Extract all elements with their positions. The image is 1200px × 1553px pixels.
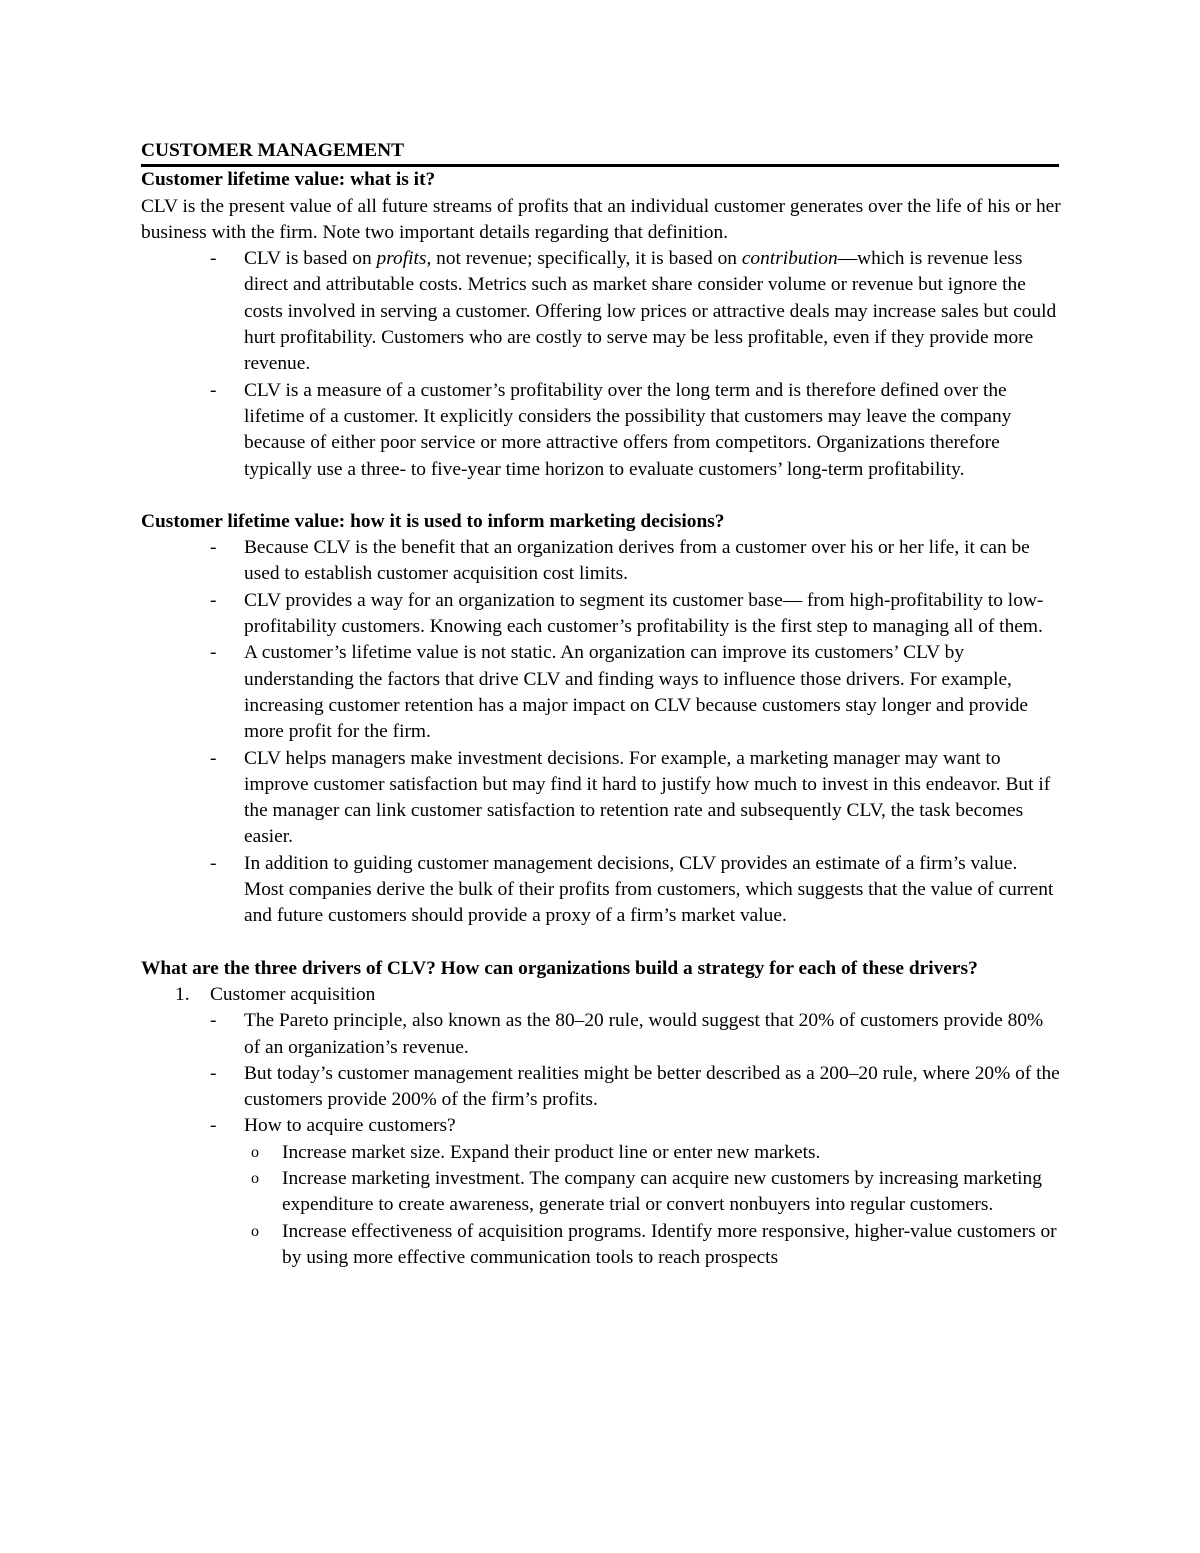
dash-bullet: - <box>210 248 217 270</box>
bullet-text: CLV is a measure of a customer’s profitability over the long term and is therefore defined over the lifetime of a customer. It explicitly considers the possibility that customers may leave the company because of either poor service or more attractive offers from competitors. Organizations therefore typically use a three- to five-year time horizon to evaluate customers’ long-term profitability. <box>244 379 1012 480</box>
circle-bullet: o <box>251 1143 259 1161</box>
sub-list-item <box>141 1140 1061 1166</box>
dash-bullet: - <box>210 537 217 559</box>
dash-bullet: - <box>210 1115 217 1137</box>
section-heading-clv-usage: Customer lifetime value: how it is used to inform marketing decisions? <box>141 510 725 532</box>
paragraph-spacer <box>141 483 1061 509</box>
sub-bullet-text: Increase effectiveness of acquisition programs. Identify more responsive, higher-value customers or by using more effective communication tools to reach prospects <box>282 1220 1057 1268</box>
bullet-text: —which is revenue less direct and attributable costs. Metrics such as market share consider volume or revenue but ignore the costs involved in serving a customer. Offering low prices or attractive deals may increase sales but could hurt profitability. Customers who are costly to serve may be less profitable, even if they provide more revenue. <box>244 248 1057 375</box>
circle-bullet: o <box>251 1222 259 1240</box>
list-item-text: Customer acquisition <box>210 983 376 1005</box>
list-item <box>141 640 1061 745</box>
dash-bullet: - <box>210 1062 217 1084</box>
bullet-text: , not revenue; specifically, it is based on <box>426 248 742 270</box>
sub-list-item <box>141 1166 1061 1219</box>
dash-bullet: - <box>210 379 217 401</box>
section-heading-clv-drivers: What are the three drivers of CLV? How can organizations build a strategy for each of these drivers? <box>141 957 978 979</box>
paragraph-spacer <box>141 930 1061 956</box>
dash-bullet: - <box>210 1010 217 1032</box>
list-item <box>141 1008 1061 1061</box>
bullet-text: CLV helps managers make investment decisions. For example, a marketing manager may want to improve customer satisfaction but may find it hard to justify how much to invest in this endeavor. But if the manager can link customer satisfaction to retention rate and subsequently CLV, the task becomes easier. <box>244 747 1051 848</box>
circle-bullet: o <box>251 1169 259 1187</box>
bullet-text: CLV provides a way for an organization to segment its customer base— from high-profitability to low-profitability customers. Knowing each customer’s profitability is the first step to managing all of them. <box>244 589 1044 638</box>
list-item <box>141 851 1061 930</box>
dash-bullet: - <box>210 852 217 874</box>
list-number: 1. <box>175 983 190 1005</box>
bullet-text: The Pareto principle, also known as the 80–20 rule, would suggest that 20% of customers provide 80% of an organization’s revenue. <box>244 1010 1044 1058</box>
section-heading-what-is-clv: Customer lifetime value: what is it? <box>141 169 436 191</box>
bullet-text: But today’s customer management realities might be better described as a 200–20 rule, where 20% of the customers provide 200% of the firm’s profits. <box>244 1062 1060 1111</box>
clv-definition-paragraph: CLV is the present value of all future streams of profits that an individual customer generates over the life of his or her business with the firm. Note two important details regarding that definition. <box>141 195 1061 243</box>
list-item <box>141 535 1061 588</box>
bullet-text: A customer’s lifetime value is not static. An organization can improve its customers’ CLV by understanding the factors that drive CLV and finding ways to influence those drivers. For example, increasing customer retention has a major impact on CLV because customers stay longer and provide more profit for the firm. <box>244 642 1029 743</box>
list-item <box>141 1113 1061 1139</box>
emphasis-contribution: contribution <box>741 248 838 270</box>
bullet-text: CLV is based on <box>244 248 377 270</box>
emphasis-profits: profits <box>376 248 427 270</box>
bullet-text: In addition to guiding customer management decisions, CLV provides an estimate of a firm’s value. Most companies derive the bulk of their profits from customers, which suggests that the value of current and future customers should provide a proxy of a firm’s market value. <box>244 852 1054 927</box>
dash-bullet: - <box>210 747 217 769</box>
bullet-text: How to acquire customers? <box>244 1115 456 1137</box>
document-title: CUSTOMER MANAGEMENT <box>141 140 405 161</box>
list-item <box>141 746 1061 851</box>
sub-bullet-text: Increase marketing investment. The company can acquire new customers by increasing marketing expenditure to create awareness, generate trial or convert nonbuyers into regular customers. <box>282 1167 1042 1216</box>
dash-bullet: - <box>210 642 217 664</box>
dash-bullet: - <box>210 589 217 611</box>
list-item <box>141 588 1061 641</box>
bullet-text: Because CLV is the benefit that an organization derives from a customer over his or her life, it can be used to establish customer acquisition cost limits. <box>244 537 1030 585</box>
numbered-list-item <box>141 982 1061 1008</box>
list-item <box>141 246 1061 377</box>
list-item <box>141 1061 1061 1114</box>
list-item <box>141 378 1061 483</box>
sub-list-item <box>141 1219 1061 1272</box>
sub-bullet-text: Increase market size. Expand their product line or enter new markets. <box>282 1141 821 1163</box>
document-body <box>141 138 1061 1271</box>
